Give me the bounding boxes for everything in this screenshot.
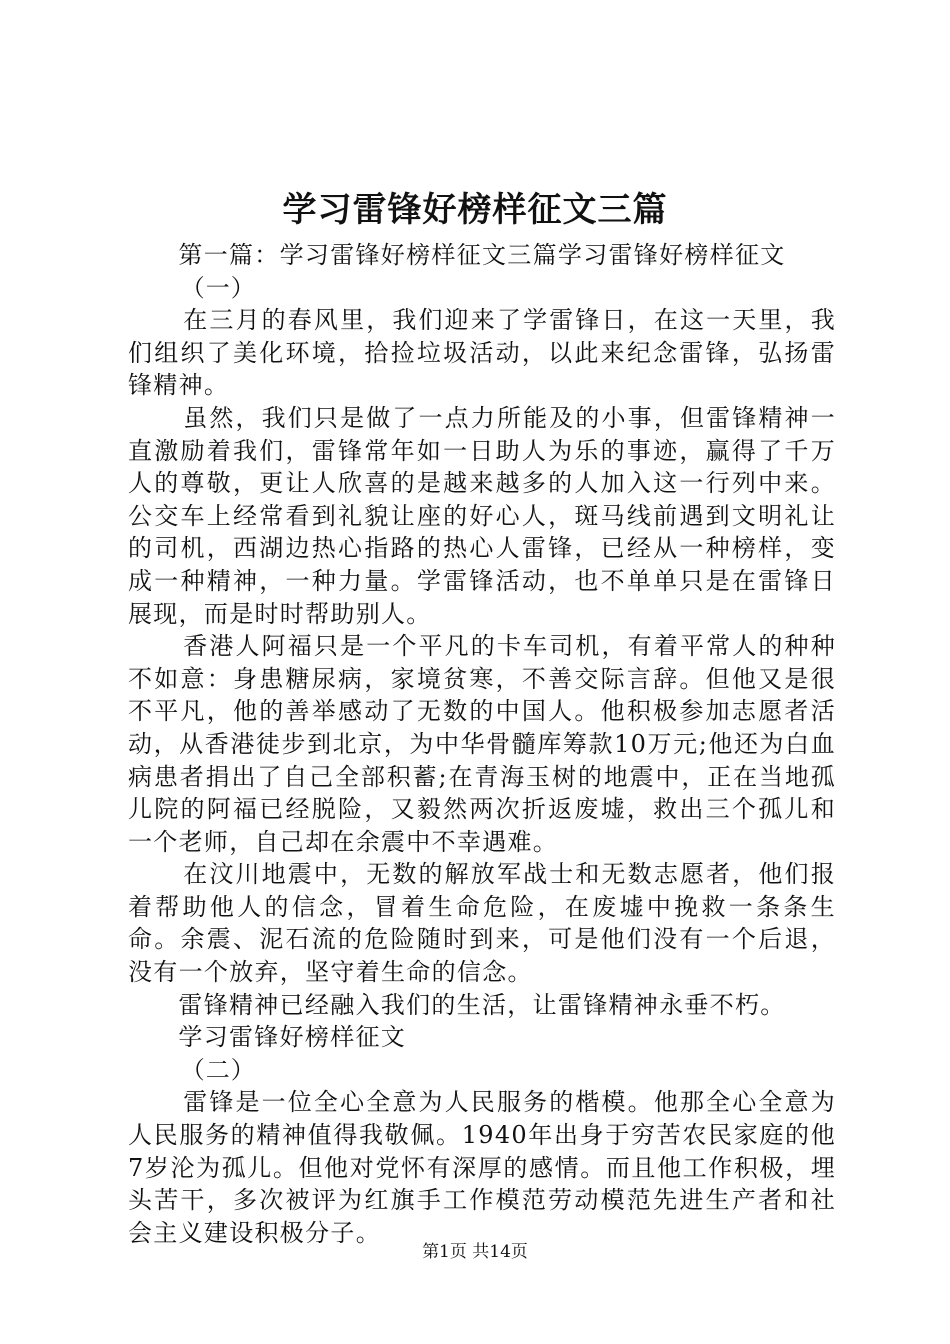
document-body	[128, 239, 836, 1249]
paragraph: 雷锋是一位全心全意为人民服务的楷模。他那全心全意为人民服务的精神值得我敬佩。1940年出身于穷苦农民家庭的他7岁沦为孤儿。但他对党怀有深厚的感情。而且他工作积极，埋头苦干，多次被评为红旗手工作模范劳动模范先进生产者和社会主义建设积极分子。	[128, 1088, 836, 1247]
page-footer: 第1页 共14页	[422, 1242, 528, 1262]
paragraph: 学习雷锋好榜样征文	[178, 1023, 407, 1052]
paragraph: 雷锋精神已经融入我们的生活，让雷锋精神永垂不朽。	[178, 990, 786, 1019]
paragraph: 在三月的春风里，我们迎来了学雷锋日，在这一天里，我们组织了美化环境，拾捡垃圾活动，以此来纪念雷锋，弘扬雷锋精神。	[128, 306, 836, 400]
paragraph: （二）	[180, 1055, 256, 1084]
page-title: 学习雷锋好榜样征文三篇	[282, 190, 668, 230]
paragraph: （一）	[180, 273, 256, 302]
paragraph: 第一篇：学习雷锋好榜样征文三篇学习雷锋好榜样征文	[178, 241, 786, 269]
paragraph: 在汶川地震中，无数的解放军战士和无数志愿者，他们报着帮助他人的信念，冒着生命危险，在废墟中挽救一条条生命。余震、泥石流的危险随时到来，可是他们没有一个后退，没有一个放弃，坚守着生命的信念。	[128, 860, 836, 987]
paragraph: 香港人阿福只是一个平凡的卡车司机，有着平常人的种种不如意：身患糖尿病，家境贫寒，不善交际言辞。但他又是很不平凡，他的善举感动了无数的中国人。他积极参加志愿者活动，从香港徒步到北京，为中华骨髓库筹款10万元;他还为白血病患者捐出了自己全部积蓄;在青海玉树的地震中，正在当地孤儿院的阿福已经脱险，又毅然两次折返废墟，救出三个孤儿和一个老师，自己却在余震中不幸遇难。	[128, 632, 836, 856]
paragraph: 虽然，我们只是做了一点力所能及的小事，但雷锋精神一直激励着我们，雷锋常年如一日助人为乐的事迹，赢得了千万人的尊敬，更让人欣喜的是越来越多的人加入这一行列中来。公交车上经常看到礼貌让座的好心人，斑马线前遇到文明礼让的司机，西湖边热心指路的热心人雷锋，已经从一种榜样，变成一种精神，一种力量。学雷锋活动，也不单单只是在雷锋日展现，而是时时帮助别人。	[128, 403, 836, 628]
